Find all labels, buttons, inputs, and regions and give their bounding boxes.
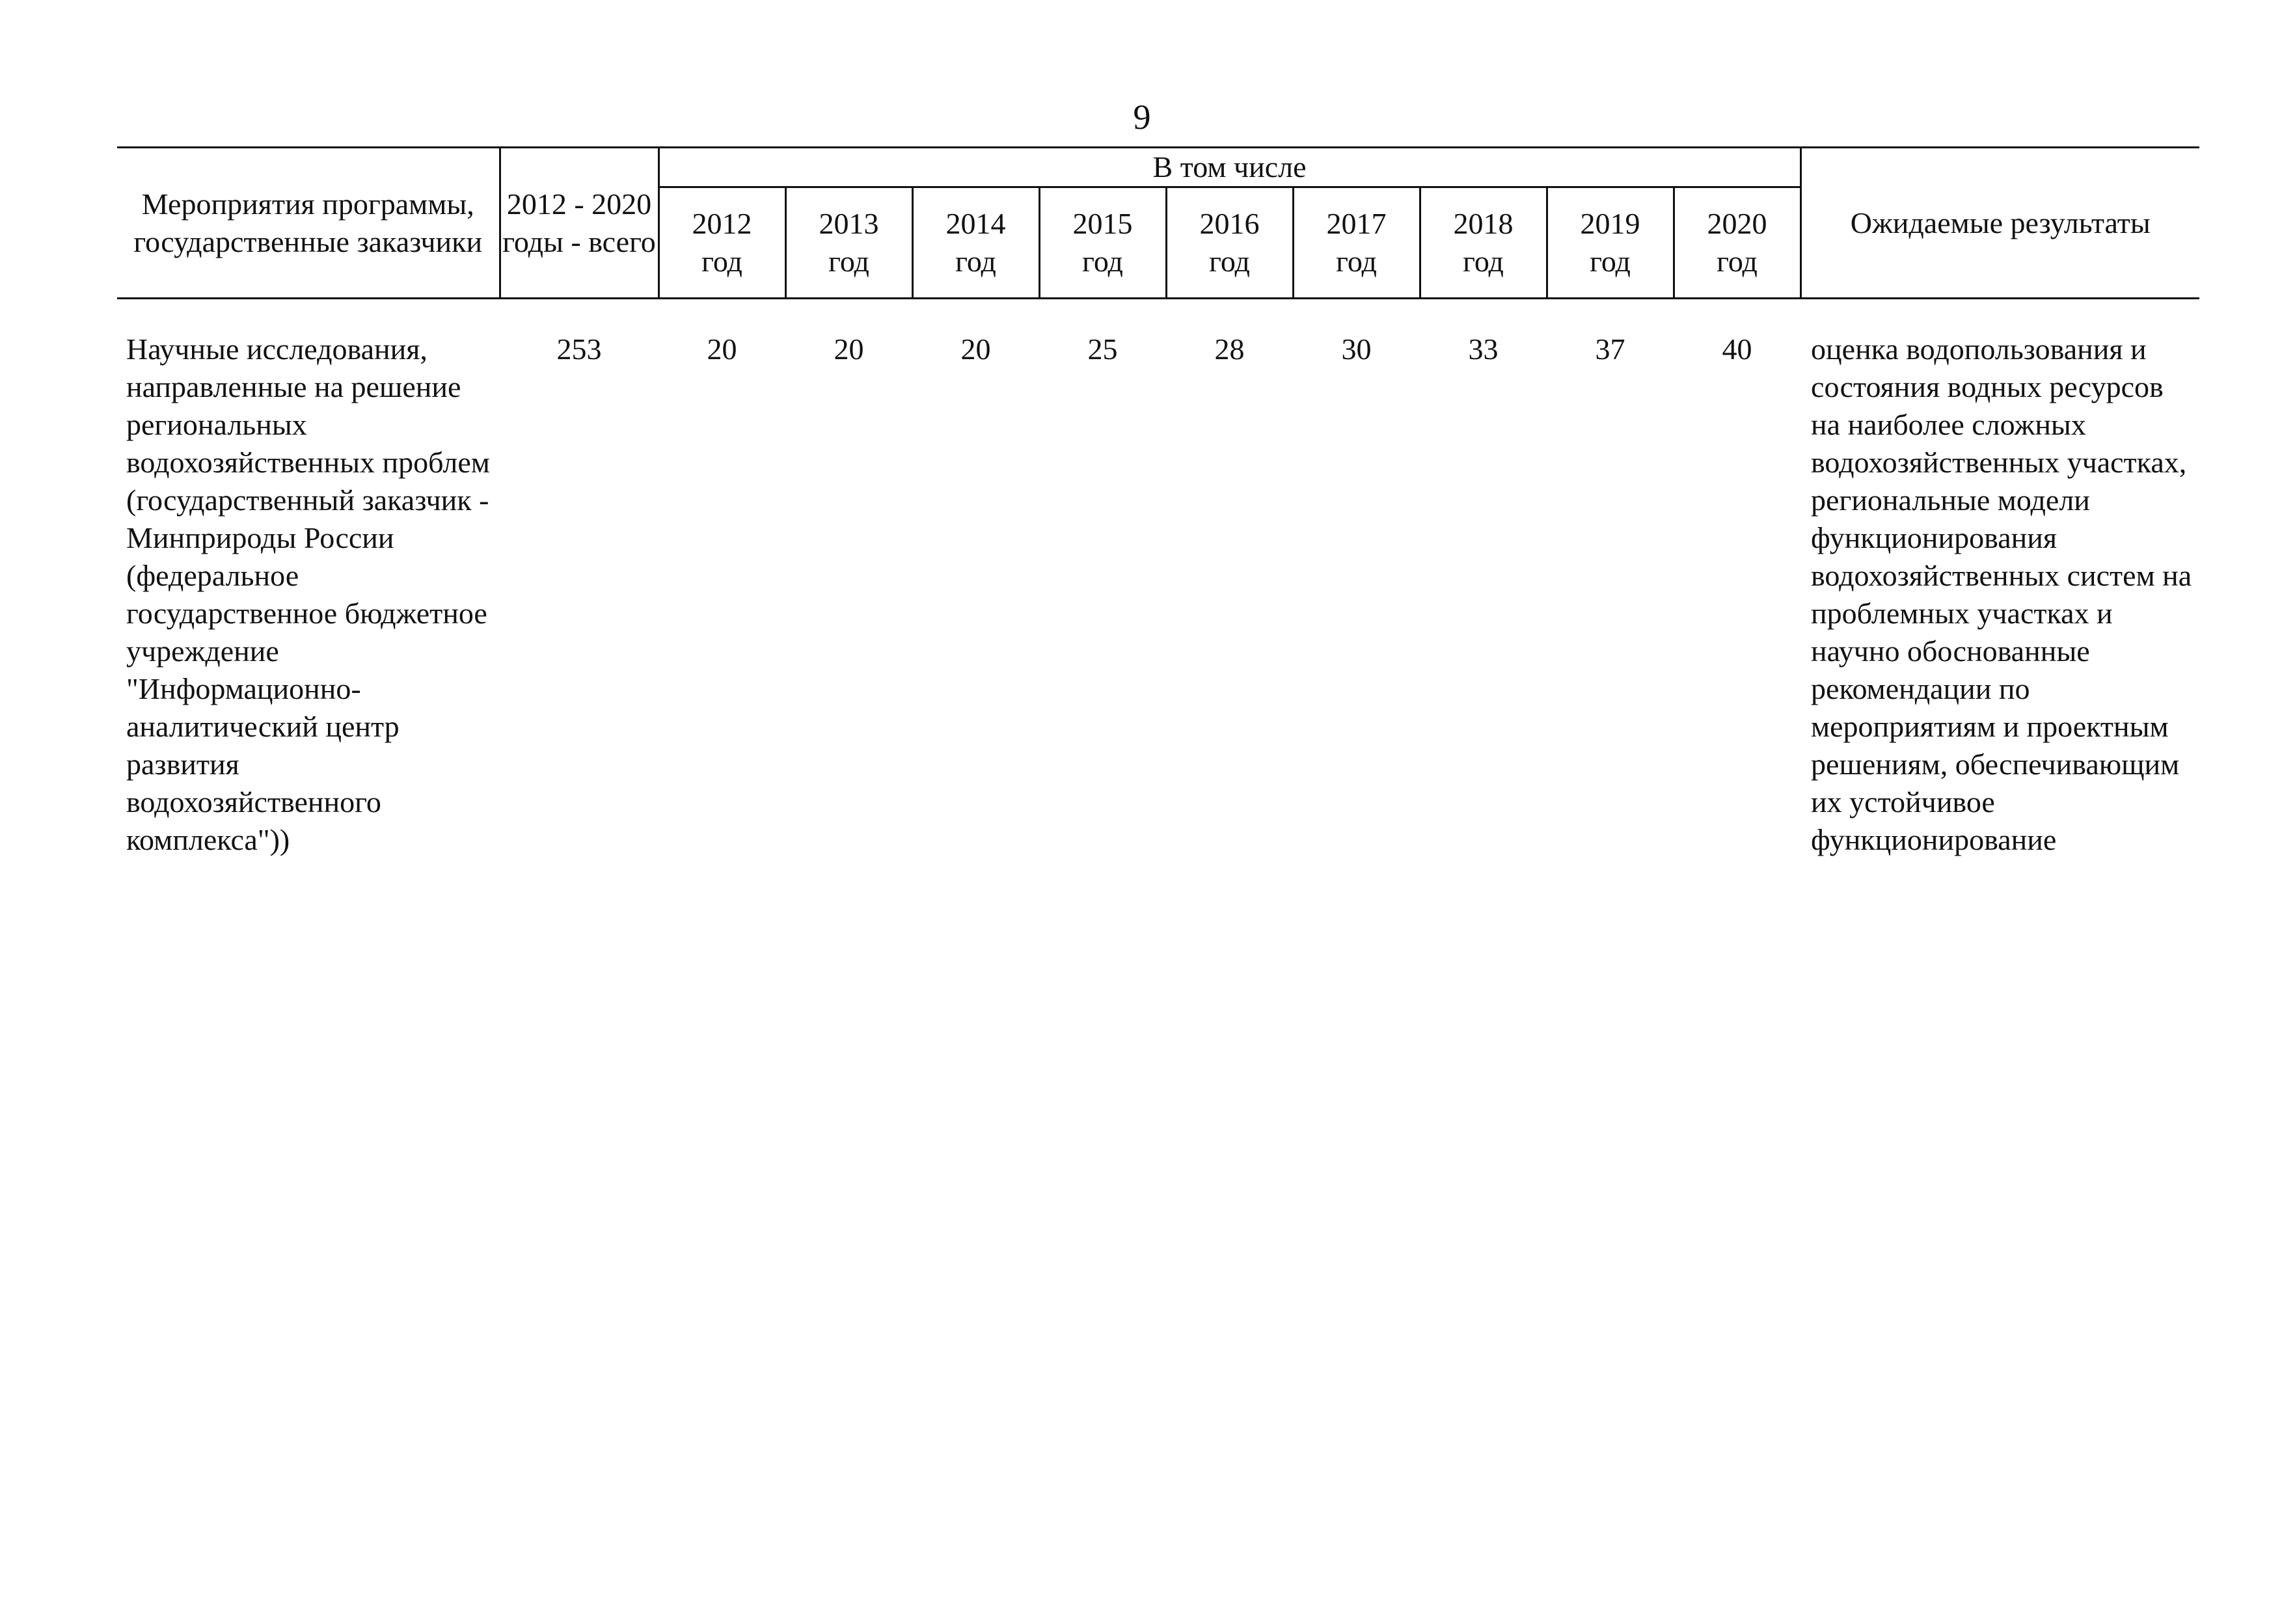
value-cell-2020: 40 — [1722, 332, 1752, 366]
value-cell-2016: 28 — [1214, 332, 1245, 366]
value-cell-2013: 20 — [834, 332, 864, 366]
value-cell-2017: 30 — [1341, 332, 1372, 366]
year-unit: год — [1590, 245, 1631, 278]
year-unit: год — [1717, 245, 1758, 278]
value-cell-2018: 33 — [1468, 332, 1499, 366]
year-label: 2013 — [819, 207, 879, 240]
year-label: 2020 — [1707, 207, 1767, 240]
event-cell: Научные исследования, направленные на решение региональных водохозяйственных проблем (государственный заказчик - Минприроды России (федеральное государственное бюджетное учреждение "Информационно-аналитический центр развития водохозяйственного комплекса")) — [126, 332, 490, 856]
header-year-2012 — [659, 187, 785, 299]
results-cell: оценка водопользования и состояния водных ресурсов на наиболее сложных водохозяйственных участках, региональные модели функционирования водохозяйственных систем на проблемных участках и научно обоснованные рекомендации по мероприятиям и проектным решениям, обеспечивающим их устойчивое функционирование — [1811, 332, 2192, 856]
value-cell-2015: 25 — [1087, 332, 1118, 366]
year-label: 2015 — [1072, 207, 1133, 240]
value-cell-2014: 20 — [960, 332, 991, 366]
spacer-cell — [117, 299, 2199, 331]
header-year-2015 — [1039, 187, 1166, 299]
total-cell: 253 — [556, 332, 602, 366]
header-event: Мероприятия программы, государственные заказчики — [117, 148, 500, 299]
year-unit: год — [1463, 245, 1504, 278]
header-results: Ожидаемые результаты — [1800, 148, 2199, 299]
year-unit: год — [828, 245, 869, 278]
header-year-2014 — [912, 187, 1039, 299]
year-unit: год — [955, 245, 996, 278]
header-including: В том числе — [659, 148, 1800, 187]
year-label: 2018 — [1453, 207, 1514, 240]
year-label: 2012 — [692, 207, 752, 240]
year-label: 2014 — [945, 207, 1006, 240]
header-year-2016 — [1166, 187, 1293, 299]
header-year-2020 — [1674, 187, 1800, 299]
header-year-2017 — [1293, 187, 1420, 299]
year-unit: год — [701, 245, 742, 278]
spacer-row — [117, 299, 2199, 331]
year-unit: год — [1082, 245, 1123, 278]
table-row — [117, 331, 2199, 859]
value-cell-2019: 37 — [1595, 332, 1625, 366]
page-number: 9 — [1133, 98, 1151, 137]
header-year-2018 — [1420, 187, 1547, 299]
program-table — [117, 146, 2199, 859]
header-year-2019 — [1547, 187, 1674, 299]
header-year-2013 — [785, 187, 912, 299]
header-total: 2012 - 2020 годы - всего — [500, 148, 659, 299]
year-label: 2019 — [1580, 207, 1640, 240]
year-label: 2017 — [1326, 207, 1387, 240]
header-row-top — [117, 148, 2199, 187]
value-cell-2012: 20 — [707, 332, 737, 366]
year-unit: год — [1336, 245, 1377, 278]
year-unit: год — [1209, 245, 1250, 278]
year-label: 2016 — [1199, 207, 1260, 240]
